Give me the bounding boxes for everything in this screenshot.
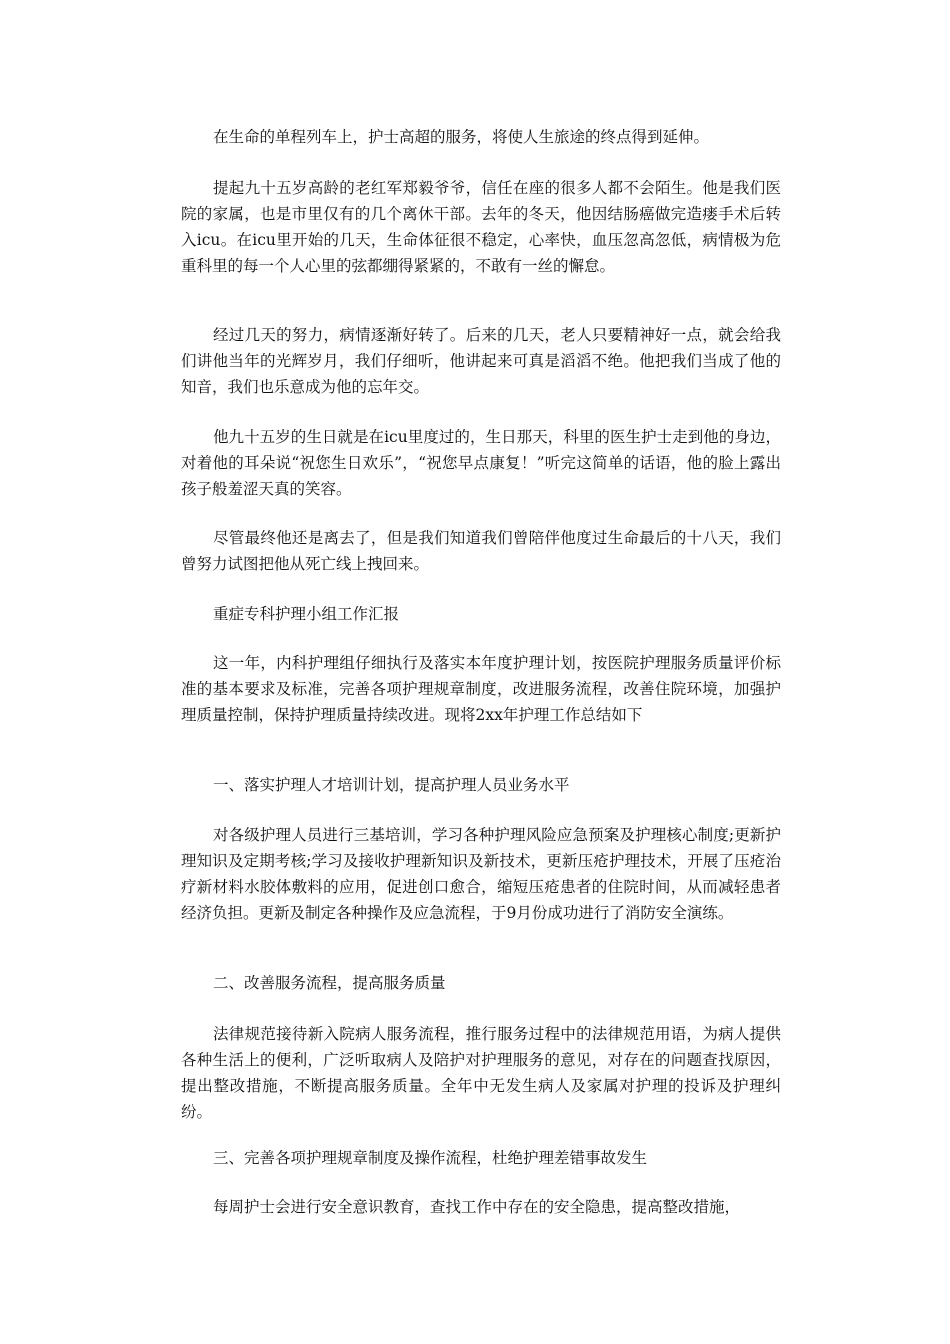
section-heading-training: 一、落实护理人才培训计划，提高护理人员业务水平: [213, 776, 570, 794]
paragraph-service: 法律规范接待新入院病人服务流程，推行服务过程中的法律规范用语，为病人提供各种生活上的便利，广泛听取病人及陪护对护理服务的意见，对存在的问题查找原因，提出整改措施，不断提高服务质量。全年中无发生病人及家属对护理的投诉及护理纠纷。: [181, 1025, 781, 1121]
section-heading-service: 二、改善服务流程，提高服务质量: [213, 974, 446, 992]
paragraph-annual-summary: 这一年，内科护理组仔细执行及落实本年度护理计划，按医院护理服务质量评价标准的基本要求及标准，完善各项护理规章制度，改进服务流程，改善住院环境，加强护理质量控制，保持护理质量持续改进。现将2xx年护理工作总结如下: [181, 654, 781, 724]
paragraph-safety: 每周护士会进行安全意识教育，查找工作中存在的安全隐患，提高整改措施，: [213, 1198, 741, 1216]
paragraph-training: 对各级护理人员进行三基培训，学习各种护理风险应急预案及护理核心制度;更新护理知识及定期考核;学习及接收护理新知识及新技术，更新压疮护理技术，开展了压疮治疗新材料水胶体敷料的应用，促进创口愈合，缩短压疮患者的住院时间，从而减轻患者经济负担。更新及制定各种操作及应急流程，于9月份成功进行了消防安全演练。: [181, 826, 781, 922]
paragraph-birthday: 他九十五岁的生日就是在icu里度过的，生日那天，科里的医生护士走到他的身边，对着他的耳朵说“祝您生日欢乐”，“祝您早点康复！”听完这简单的话语，他的脸上露出孩子般羞涩天真的笑容。: [181, 428, 781, 498]
paragraph-recovery: 经过几天的努力，病情逐渐好转了。后来的几天，老人只要精神好一点，就会给我们讲他当年的光辉岁月，我们仔细听，他讲起来可真是滔滔不绝。他把我们当成了他的知音，我们也乐意成为他的忘年交。: [181, 326, 781, 396]
paragraph-farewell: 尽管最终他还是离去了，但是我们知道我们曾陪伴他度过生命最后的十八天，我们曾努力试图把他从死亡线上拽回来。: [181, 529, 781, 573]
section-heading-regulations: 三、完善各项护理规章制度及操作流程，杜绝护理差错事故发生: [213, 1149, 648, 1167]
paragraph-zheng-yi-story: 提起九十五岁高龄的老红军郑毅爷爷，信任在座的很多人都不会陌生。他是我们医院的家属，也是市里仅有的几个离休干部。去年的冬天，他因结肠癌做完造瘘手术后转入icu。在icu里开始的几天，生命体征很不稳定，心率快，血压忽高忽低，病情极为危重科里的每一个人心里的弦都绷得紧紧的，不敢有一丝的懈怠。: [181, 179, 781, 275]
report-title: 重症专科护理小组工作汇报: [213, 605, 400, 623]
paragraph-intro: 在生命的单程列车上，护士高超的服务，将使人生旅途的终点得到延伸。: [213, 128, 710, 146]
